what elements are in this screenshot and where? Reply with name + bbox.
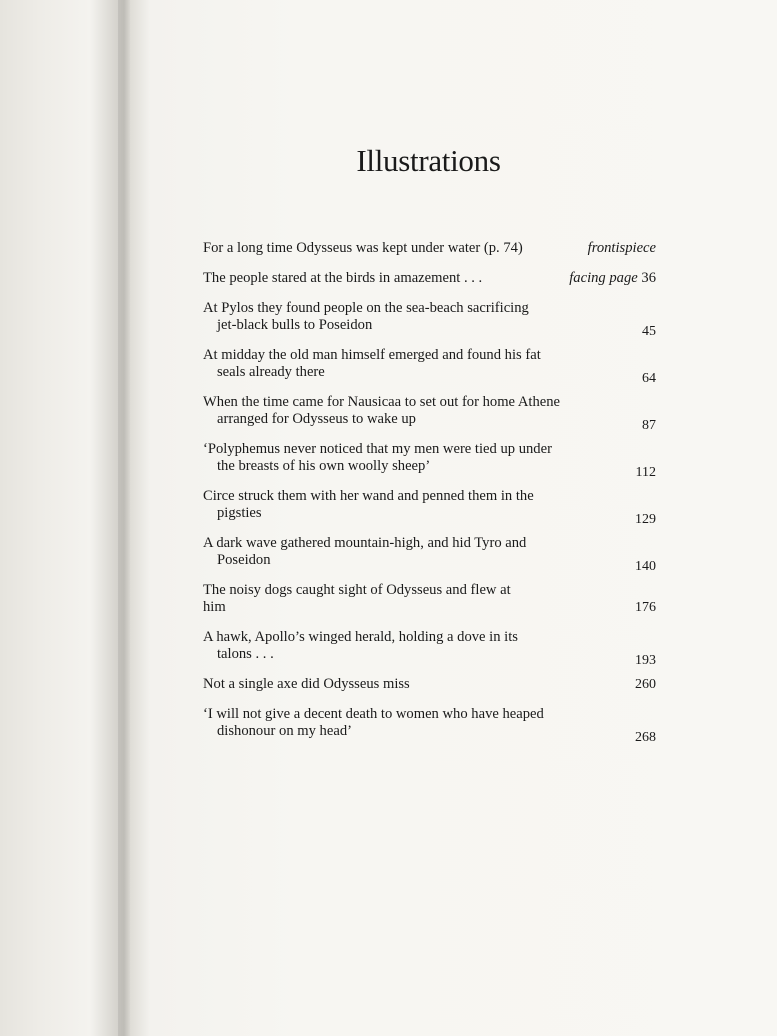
illustrations-list [203,240,656,753]
entry-caption-continued: the breasts of his own woolly sheep’ [217,458,431,474]
entry-page-label: frontispiece [587,240,656,256]
entry-caption: ‘I will not give a decent death to women who have heaped [203,706,544,722]
entry-page-label: facing page [569,270,638,286]
page-title: Illustrations [356,143,501,178]
entry-caption: At Pylos they found people on the sea-beach sacrificing [203,300,529,316]
entry-caption: The noisy dogs caught sight of Odysseus and flew at him [203,582,511,615]
entry-page-number: 64 [642,371,656,386]
entry-caption: When the time came for Nausicaa to set out for home Athene [203,394,561,410]
list-item [203,706,656,745]
entry-caption: The people stared at the birds in amazement . . . [203,270,483,286]
list-item [203,347,656,386]
entry-caption-continued: seals already there [217,364,325,380]
entry-page-number: 36 [641,270,656,286]
entry-caption-continued: pigsties [217,505,262,521]
list-item [203,270,656,287]
entry-caption-continued: jet-black bulls to Poseidon [217,317,373,333]
entry-page-number: 193 [635,653,656,668]
list-item [203,535,656,574]
list-item [203,300,656,339]
entry-caption-continued: dishonour on my head’ [217,723,352,739]
entry-caption: A dark wave gathered mountain-high, and hid Tyro and [203,535,527,551]
entry-page-number: 45 [642,324,656,339]
entry-page-number: 112 [635,465,656,480]
list-item [203,629,656,668]
entry-caption: Not a single axe did Odysseus miss [203,676,410,692]
entry-page-number: 140 [635,559,656,574]
entry-page-ref [569,270,656,287]
entry-page-number: 129 [635,512,656,527]
entry-page-number: 87 [642,418,656,433]
list-item [203,394,656,433]
entry-page-number: 176 [635,600,656,615]
entry-caption: For a long time Odysseus was kept under water (p. 74) [203,240,523,256]
entry-caption-continued: talons . . . [217,646,274,662]
entry-caption: ‘Polyphemus never noticed that my men were tied up under [203,441,552,457]
list-item [203,676,656,693]
list-item [203,441,656,480]
entry-page-number: 268 [635,730,656,745]
list-item [203,582,656,616]
list-item [203,488,656,527]
list-item [203,240,656,257]
entry-caption: Circe struck them with her wand and penned them in the [203,488,534,504]
entry-page-number: 260 [635,677,656,692]
entry-caption-continued: arranged for Odysseus to wake up [217,411,416,427]
entry-caption: A hawk, Apollo’s winged herald, holding a dove in its [203,629,518,645]
entry-caption-continued: Poseidon [217,552,271,568]
entry-caption: At midday the old man himself emerged and found his fat [203,347,541,363]
